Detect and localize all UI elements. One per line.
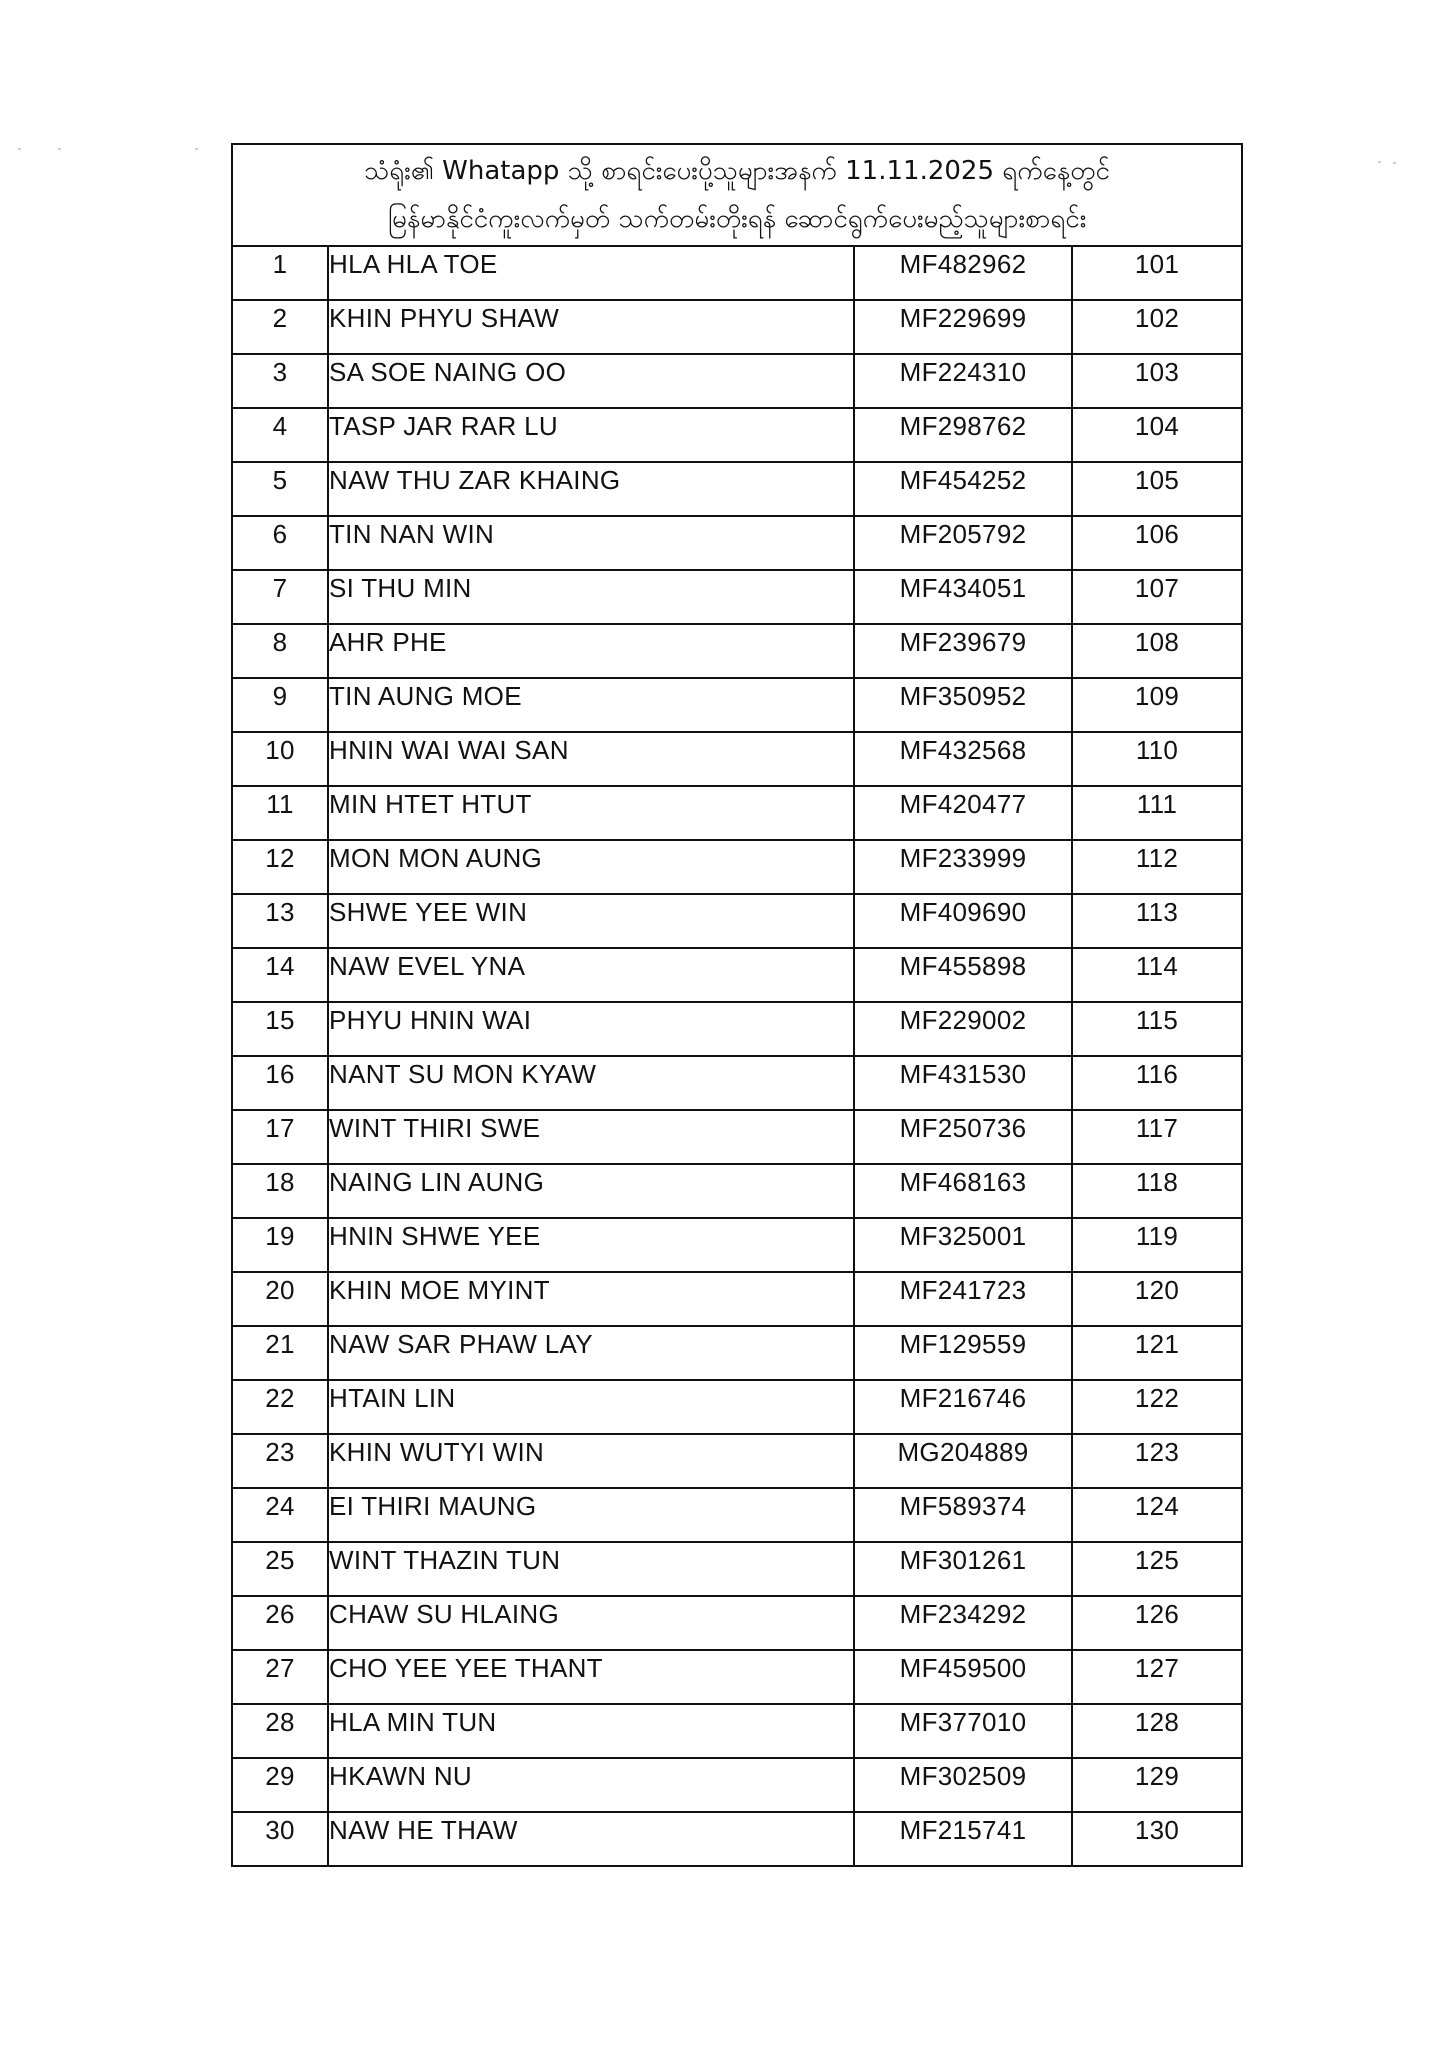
table-title-row xyxy=(232,144,1242,246)
row-number: 3 xyxy=(232,354,328,408)
row-number: 16 xyxy=(232,1056,328,1110)
person-name: NAW SAR PHAW LAY xyxy=(328,1326,854,1380)
scan-speck xyxy=(1378,161,1381,163)
table-row xyxy=(232,1812,1242,1866)
person-name: NANT SU MON KYAW xyxy=(328,1056,854,1110)
row-number: 10 xyxy=(232,732,328,786)
passport-number: MF129559 xyxy=(854,1326,1072,1380)
table-row xyxy=(232,786,1242,840)
person-name: HLA MIN TUN xyxy=(328,1704,854,1758)
queue-number: 116 xyxy=(1072,1056,1242,1110)
row-number: 15 xyxy=(232,1002,328,1056)
row-number: 9 xyxy=(232,678,328,732)
person-name: TIN AUNG MOE xyxy=(328,678,854,732)
table-row xyxy=(232,1650,1242,1704)
scan-speck xyxy=(195,148,198,150)
row-number: 1 xyxy=(232,246,328,300)
row-number: 14 xyxy=(232,948,328,1002)
table-row xyxy=(232,1704,1242,1758)
table-row xyxy=(232,624,1242,678)
person-name: HNIN WAI WAI SAN xyxy=(328,732,854,786)
queue-number: 104 xyxy=(1072,408,1242,462)
queue-number: 114 xyxy=(1072,948,1242,1002)
queue-number: 127 xyxy=(1072,1650,1242,1704)
table-row xyxy=(232,246,1242,300)
row-number: 22 xyxy=(232,1380,328,1434)
queue-number: 101 xyxy=(1072,246,1242,300)
table-row xyxy=(232,1002,1242,1056)
queue-number: 128 xyxy=(1072,1704,1242,1758)
table-row xyxy=(232,408,1242,462)
table-row xyxy=(232,462,1242,516)
queue-number: 110 xyxy=(1072,732,1242,786)
row-number: 11 xyxy=(232,786,328,840)
passport-number: MF409690 xyxy=(854,894,1072,948)
passport-number: MF239679 xyxy=(854,624,1072,678)
queue-number: 106 xyxy=(1072,516,1242,570)
row-number: 6 xyxy=(232,516,328,570)
table-row xyxy=(232,678,1242,732)
person-name: PHYU HNIN WAI xyxy=(328,1002,854,1056)
passport-renewal-table xyxy=(231,143,1243,1867)
passport-number: MF434051 xyxy=(854,570,1072,624)
passport-number: MF224310 xyxy=(854,354,1072,408)
person-name: SI THU MIN xyxy=(328,570,854,624)
title-line-2: မြန်မာနိုင်ငံကူးလက်မှတ် သက်တမ်းတိုးရန် ဆောင်ရွက်ပေးမည့်သူများစာရင်း xyxy=(387,204,1087,234)
table-row xyxy=(232,1272,1242,1326)
table-row xyxy=(232,516,1242,570)
passport-number: MF229699 xyxy=(854,300,1072,354)
passport-number: MF301261 xyxy=(854,1542,1072,1596)
row-number: 21 xyxy=(232,1326,328,1380)
person-name: SA SOE NAING OO xyxy=(328,354,854,408)
queue-number: 125 xyxy=(1072,1542,1242,1596)
table-row xyxy=(232,732,1242,786)
passport-number: MF325001 xyxy=(854,1218,1072,1272)
person-name: NAW HE THAW xyxy=(328,1812,854,1866)
scan-speck xyxy=(58,148,61,150)
table-row xyxy=(232,1488,1242,1542)
scan-speck xyxy=(18,148,21,150)
scan-speck xyxy=(1393,162,1396,164)
table-row xyxy=(232,354,1242,408)
passport-number: MF377010 xyxy=(854,1704,1072,1758)
person-name: HTAIN LIN xyxy=(328,1380,854,1434)
person-name: CHO YEE YEE THANT xyxy=(328,1650,854,1704)
passport-number: MF431530 xyxy=(854,1056,1072,1110)
row-number: 2 xyxy=(232,300,328,354)
table-body xyxy=(232,246,1242,1866)
person-name: KHIN MOE MYINT xyxy=(328,1272,854,1326)
table-title xyxy=(232,144,1242,246)
person-name: KHIN PHYU SHAW xyxy=(328,300,854,354)
person-name: NAW EVEL YNA xyxy=(328,948,854,1002)
table-row xyxy=(232,570,1242,624)
row-number: 30 xyxy=(232,1812,328,1866)
passport-number: MF241723 xyxy=(854,1272,1072,1326)
queue-number: 126 xyxy=(1072,1596,1242,1650)
queue-number: 105 xyxy=(1072,462,1242,516)
queue-number: 122 xyxy=(1072,1380,1242,1434)
queue-number: 112 xyxy=(1072,840,1242,894)
row-number: 19 xyxy=(232,1218,328,1272)
passport-number: MF350952 xyxy=(854,678,1072,732)
passport-number: MF455898 xyxy=(854,948,1072,1002)
person-name: HLA HLA TOE xyxy=(328,246,854,300)
table-row xyxy=(232,300,1242,354)
queue-number: 102 xyxy=(1072,300,1242,354)
person-name: MIN HTET HTUT xyxy=(328,786,854,840)
queue-number: 119 xyxy=(1072,1218,1242,1272)
queue-number: 129 xyxy=(1072,1758,1242,1812)
queue-number: 123 xyxy=(1072,1434,1242,1488)
table-row xyxy=(232,1380,1242,1434)
person-name: SHWE YEE WIN xyxy=(328,894,854,948)
queue-number: 120 xyxy=(1072,1272,1242,1326)
table-row xyxy=(232,1596,1242,1650)
row-number: 24 xyxy=(232,1488,328,1542)
row-number: 23 xyxy=(232,1434,328,1488)
table-row xyxy=(232,1326,1242,1380)
row-number: 29 xyxy=(232,1758,328,1812)
table-row xyxy=(232,1218,1242,1272)
passport-number: MF454252 xyxy=(854,462,1072,516)
passport-number: MG204889 xyxy=(854,1434,1072,1488)
passport-number: MF468163 xyxy=(854,1164,1072,1218)
person-name: TIN NAN WIN xyxy=(328,516,854,570)
queue-number: 121 xyxy=(1072,1326,1242,1380)
passport-number: MF302509 xyxy=(854,1758,1072,1812)
row-number: 4 xyxy=(232,408,328,462)
person-name: WINT THAZIN TUN xyxy=(328,1542,854,1596)
table-row xyxy=(232,1542,1242,1596)
table-row xyxy=(232,1164,1242,1218)
table-row xyxy=(232,840,1242,894)
row-number: 8 xyxy=(232,624,328,678)
row-number: 27 xyxy=(232,1650,328,1704)
person-name: CHAW SU HLAING xyxy=(328,1596,854,1650)
table-row xyxy=(232,948,1242,1002)
queue-number: 113 xyxy=(1072,894,1242,948)
passport-number: MF229002 xyxy=(854,1002,1072,1056)
row-number: 12 xyxy=(232,840,328,894)
passport-number: MF420477 xyxy=(854,786,1072,840)
passport-number: MF298762 xyxy=(854,408,1072,462)
passport-number: MF459500 xyxy=(854,1650,1072,1704)
queue-number: 108 xyxy=(1072,624,1242,678)
person-name: NAING LIN AUNG xyxy=(328,1164,854,1218)
row-number: 17 xyxy=(232,1110,328,1164)
passport-number: MF233999 xyxy=(854,840,1072,894)
row-number: 25 xyxy=(232,1542,328,1596)
row-number: 26 xyxy=(232,1596,328,1650)
person-name: NAW THU ZAR KHAING xyxy=(328,462,854,516)
queue-number: 130 xyxy=(1072,1812,1242,1866)
person-name: EI THIRI MAUNG xyxy=(328,1488,854,1542)
table-row xyxy=(232,1056,1242,1110)
queue-number: 109 xyxy=(1072,678,1242,732)
passport-number: MF234292 xyxy=(854,1596,1072,1650)
passport-number: MF205792 xyxy=(854,516,1072,570)
passport-number: MF432568 xyxy=(854,732,1072,786)
queue-number: 111 xyxy=(1072,786,1242,840)
person-name: KHIN WUTYI WIN xyxy=(328,1434,854,1488)
passport-number: MF216746 xyxy=(854,1380,1072,1434)
row-number: 18 xyxy=(232,1164,328,1218)
queue-number: 103 xyxy=(1072,354,1242,408)
row-number: 28 xyxy=(232,1704,328,1758)
row-number: 13 xyxy=(232,894,328,948)
queue-number: 107 xyxy=(1072,570,1242,624)
person-name: TASP JAR RAR LU xyxy=(328,408,854,462)
row-number: 20 xyxy=(232,1272,328,1326)
person-name: HKAWN NU xyxy=(328,1758,854,1812)
row-number: 5 xyxy=(232,462,328,516)
table-row xyxy=(232,1434,1242,1488)
person-name: AHR PHE xyxy=(328,624,854,678)
person-name: MON MON AUNG xyxy=(328,840,854,894)
passport-number: MF589374 xyxy=(854,1488,1072,1542)
table-row xyxy=(232,1110,1242,1164)
queue-number: 115 xyxy=(1072,1002,1242,1056)
queue-number: 117 xyxy=(1072,1110,1242,1164)
table-row xyxy=(232,1758,1242,1812)
queue-number: 118 xyxy=(1072,1164,1242,1218)
passport-number: MF482962 xyxy=(854,246,1072,300)
person-name: WINT THIRI SWE xyxy=(328,1110,854,1164)
passport-number: MF215741 xyxy=(854,1812,1072,1866)
title-line-1: သံရုံး၏ Whatapp သို့ စာရင်းပေးပို့သူများအနက် 11.11.2025 ရက်နေ့တွင် xyxy=(364,156,1110,186)
queue-number: 124 xyxy=(1072,1488,1242,1542)
table-row xyxy=(232,894,1242,948)
person-name: HNIN SHWE YEE xyxy=(328,1218,854,1272)
row-number: 7 xyxy=(232,570,328,624)
passport-number: MF250736 xyxy=(854,1110,1072,1164)
